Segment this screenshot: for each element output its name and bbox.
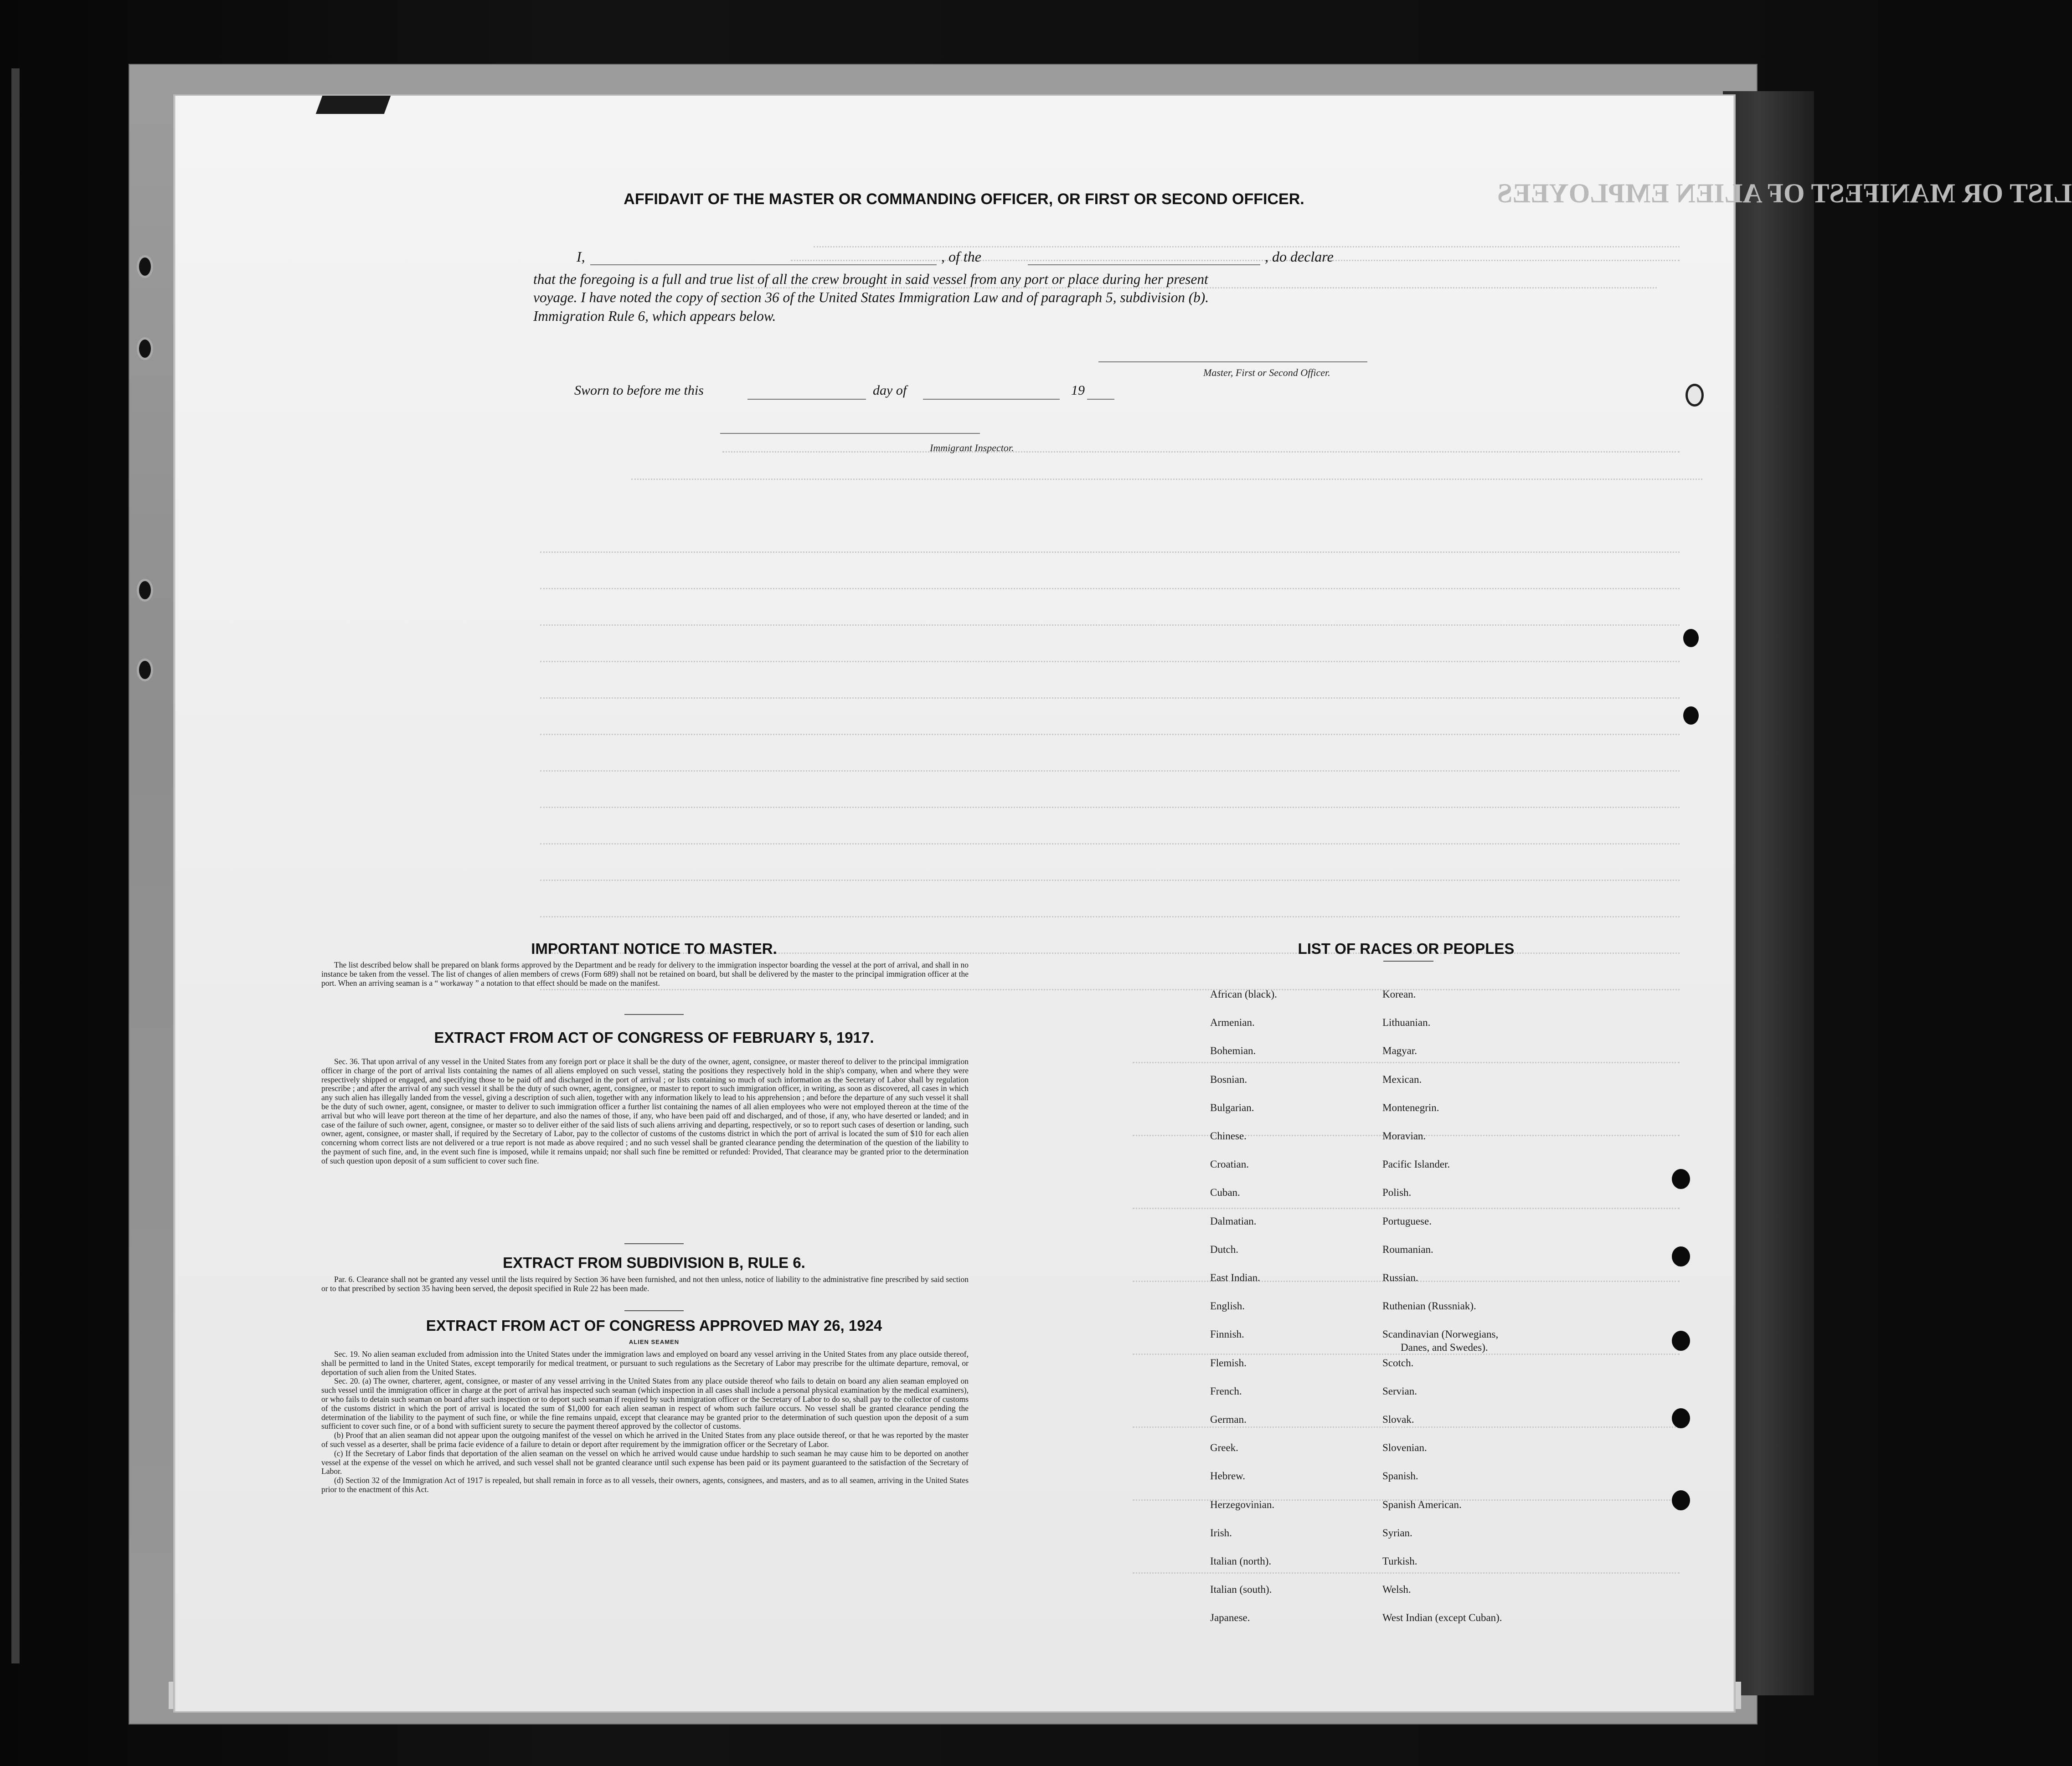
- race-item: German.: [1210, 1414, 1247, 1425]
- race-item: Servian.: [1382, 1385, 1417, 1397]
- affidavit-line2: that the foregoing is a full and true list of all the crew brought in said vessel from any port or place during her present: [533, 271, 1208, 287]
- binder-ring-mark: [137, 579, 153, 602]
- race-item: Italian (south).: [1210, 1584, 1272, 1596]
- rule6-body: [321, 1275, 969, 1293]
- punch-hole: [1683, 706, 1699, 725]
- adjacent-page-edge: [11, 68, 20, 1663]
- sworn-month-blank: [923, 399, 1060, 400]
- race-item: Russian.: [1382, 1272, 1418, 1283]
- race-item: Magyar.: [1382, 1045, 1417, 1057]
- sworn-year-blank: [1087, 399, 1114, 400]
- race-item: Portuguese.: [1382, 1215, 1432, 1227]
- race-item: Spanish.: [1382, 1470, 1418, 1482]
- affidavit-line1-declare: , do declare: [1265, 248, 1334, 265]
- signature-caption: Master, First or Second Officer.: [1203, 367, 1330, 378]
- race-item: Italian (north).: [1210, 1555, 1272, 1567]
- race-item: Croatian.: [1210, 1158, 1249, 1170]
- race-item: Polish.: [1382, 1187, 1412, 1199]
- signature-blank: [1098, 361, 1367, 362]
- race-item: Montenegrin.: [1382, 1102, 1439, 1113]
- race-item: Turkish.: [1382, 1555, 1417, 1567]
- punch-hole: [1672, 1246, 1690, 1267]
- race-item: Irish.: [1210, 1527, 1232, 1539]
- inspector-caption: Immigrant Inspector.: [930, 442, 1014, 453]
- race-item: Ruthenian (Russniak).: [1382, 1300, 1476, 1312]
- race-item: English.: [1210, 1300, 1245, 1312]
- sec19-paragraph: Sec. 19. No alien seaman excluded from admission into the United States under the immigration laws and employed on board any vessel arriving in the United States from any place outside thereof, shall be permitted to land in the United States, except temporarily for medical treatment, or pursuant to such regulations as the Secretary of Labor may prescribe for the ultimate departure, removal, or deportation of such alien from the United States.: [321, 1349, 969, 1377]
- races-divider: [1383, 961, 1433, 962]
- rule6-title: EXTRACT FROM SUBDIVISION B, RULE 6.: [503, 1254, 805, 1271]
- race-item: Bosnian.: [1210, 1073, 1247, 1085]
- race-item: Cuban.: [1210, 1187, 1240, 1199]
- race-item: Herzegovinian.: [1210, 1498, 1275, 1510]
- race-item: Roumanian.: [1382, 1243, 1433, 1255]
- document-page: LIST OR MANIFEST OF ALIEN EMPLOYEES AFFIDAVIT OF THE MASTER OR COMMANDING OFFICER, OR FIRST OR SECOND OFFICER. I, , of the , do declare that the foregoing is a full and true list of all the crew brought in said vessel from any port or place during her present voyage. I have noted the copy of section 36 of the United States Immigration Law and of paragraph 5, subdivision (b). Immigration Rule 6, which appears below. Master, First or Second Officer. Sworn to before me this day of 19 Immigrant Inspector. IMPORTANT NOTICE TO MASTER. The list described below shall be prepared on blank forms approved by the Department and be ready for delivery to the immigration inspector boarding the vessel at the port of arrival, and shall in no instance be taken from the vessel. The list of changes of alien members of crews (Form 689) shall not be retained on board, but shall be delivered by the master to the principal immigration officer at the port. When an arriving seaman is a “ workaway ” a notation to that effect should be made on the manifest. EXTRACT FROM ACT OF CONGRESS OF FEBRUARY 5, 1917. Sec. 36. That upon arrival of any vessel in the United States from any foreign port or place it shall be the duty of the owner, agent, consignee, or master thereof to deliver to the principal immigration officer in charge of the port of arrival lists containing the names of all aliens employed on such vessel, stating the positions they respectively hold in the ship's company, when and where they were respectively shipped or engaged, and specifying those to be paid off and discharged in the port of arrival ; or lists containing so much of such information as the Secretary of Labor shall by regulation prescribe ; and after the arrival of any such vessel it shall be the duty of such owner, agent, consignee, or master to report to such immigration officer, in writing, as soon as discovered, all cases in which any such alien has illegally landed from the vessel, giving a description of such alien, together with any information likely to lead to his apprehension ; and before the departure of any such vessel it shall be the duty of such owner, agent, consignee, or master to deliver to such immigration officer a further list containing the names of all alien employees who were not employed thereon at the time of the arrival but who will leave port thereon at the time of her departure, and also the names of those, if any, who have been paid off and discharged, and of those, if any, who have deserted or landed; and in case of the failure of such owner, agent, consignee, or master so to deliver either of the said lists of such aliens arriving and departing, respectively, or so to report such cases of desertion or landing, such owner, agent, consignee, or master shall, if required by the Secretary of Labor, pay to the collector of customs of the customs district in which the port of arrival is located the sum of $10 for each alien concerning whom correct lists are not delivered or a true report is not made as above required ; and no such vessel shall be granted clearance pending the determination of the question of the liability to the payment of such fine, and, in the event such fine is imposed, while it remains unpaid; nor shall such fine be remitted or refunded: Provided, That clearance may be granted prior to the determination of such question upon deposit of a sum sufficient to cover such fine. EXTRACT FROM SUBDIVISION B, RULE 6. Par. 6. Clearance shall not be granted any vessel until the lists required by Section 36 have been furnished, and not then unless, notice of liability to the administrative fine prescribed by said section or to that prescribed by section 35 having been served, the deposit specified in Rule 22 has been made. EXTRACT FROM ACT OF CONGRESS APPROVED MAY 26, 1924 ALIEN SEAMEN Sec. 19. No alien seaman excluded from admission into the United States under the immigration laws and employed on board any vessel arriving in the United States from any place outside thereof, shall be permitted to land in the United States, except temporarily for medical treatment, or pursuant to such regulations as the Secretary of Labor may prescribe for the ultimate departure, removal, or deportation of such alien from the United States. Sec. 20. (a) The owner, charterer, agent, consignee, or master of any vessel arriving in the United States from any place outside thereof who fails to detain on board any alien seaman employed on such vessel until the immigration officer in charge at the port of arrival has inspected such seaman (which inspection in all cases shall include a personal physical examination by the medical examiners), or who fails to detain such seaman on board after such inspection or to deport such seaman if required by such immigration officer or the Secretary of Labor to do so, shall pay to the collector of customs of the customs district in which the port of arrival is located the sum of $1,000 for each alien seaman in respect of whom such failure occurs. No vessel shall be granted clearance pending the determination of the liability to the payment of such fine, or while the fine remains unpaid, except that clearance may be granted prior to the determination of such question upon the deposit of a sum sufficient to cover such fine, or of a bond with sufficient surety to secure the payment thereof approved by the collector of customs. (b) Proof that an alien seaman did not appear upon the outgoing manifest of the vessel on which he arrived in the United States from any place outside thereof, or that he was reported by the master of such vessel as a deserter, shall be prima facie evidence of a failure to detain or deport after requirement by the immigration officer or the Secretary of Labor. (c) If the Secretary of Labor finds that deportation of the alien seaman on the vessel on which he arrived would cause undue hardship to such seaman he may cause him to be deported on another vessel at the expense of the vessel on which he arrived, and such vessel shall not be granted clearance until such expense has been paid or its payment guaranteed to the satisfaction of the Secretary of Labor. (d) Section 32 of the Immigration Act of 1917 is repealed, but shall remain in force as to all vessels, their owners, agents, consignees, and masters, and as to all seamen, arriving in the United States prior to the enactment of this Act. LIST OF RACES OR PEOPLES African (black). Armenian. Bohemian. Bosnian. Bulgarian. Chinese. Croatian. Cuban. Dalmatian. Dutch. East Indian. English. Finnish. Flemish. French. German. Greek. Hebrew. Herzegovinian. Irish. Italian (north). Italian (south). Japanese. Korean. Lithuanian. Magyar. Mexican. Montenegrin. Moravian. Pacific Islander. Polish. Portuguese. Roumanian. Russian. Ruthenian (Russniak). Scandinavian (Norwegians, Danes, and Swedes). Scotch. Servian. Slovak. Slovenian. Spanish. Spanish American. Syrian. Turkish. Welsh. West Indian (except Cuban).: [175, 96, 1734, 1711]
- extract1924-title: EXTRACT FROM ACT OF CONGRESS APPROVED MAY 26, 1924: [426, 1317, 882, 1334]
- race-item: Flemish.: [1210, 1357, 1247, 1369]
- race-item: Bohemian.: [1210, 1045, 1256, 1057]
- punch-hole: [1672, 1331, 1690, 1351]
- race-item: Hebrew.: [1210, 1470, 1246, 1482]
- binder-ring-mark: [137, 255, 153, 278]
- punch-hole: [1672, 1169, 1690, 1189]
- race-item: French.: [1210, 1385, 1242, 1397]
- inspector-blank: [720, 433, 980, 434]
- punch-hole: [1672, 1408, 1690, 1428]
- affidavit-line3: voyage. I have noted the copy of section 36 of the United States Immigration Law and of paragraph 5, subdivision (b).: [533, 289, 1209, 305]
- race-item: Scotch.: [1382, 1357, 1414, 1369]
- race-item: Finnish.: [1210, 1328, 1244, 1340]
- backing-sheet-shadow: [1723, 91, 1814, 1695]
- divider-1: [624, 1014, 684, 1015]
- affidavit-line1-of: , of the: [941, 248, 981, 265]
- sworn-year: 19: [1071, 383, 1085, 398]
- notice-body: [321, 961, 969, 988]
- race-item: Scandinavian (Norwegians,: [1382, 1328, 1499, 1340]
- sworn-text: Sworn to before me this: [574, 383, 704, 398]
- race-item: Mexican.: [1382, 1073, 1422, 1085]
- alien-seamen-subtitle: ALIEN SEAMEN: [629, 1339, 680, 1345]
- sec20b-paragraph: (b) Proof that an alien seaman did not appear upon the outgoing manifest of the vessel on which he arrived in the United States from any place outside thereof, or that he was reported by the master of such vessel as a deserter, shall be prima facie evidence of a failure to detain or deport after requirement by the immigration officer or the Secretary of Labor.: [321, 1431, 969, 1449]
- divider-3: [624, 1310, 684, 1311]
- affidavit-name-blank: [590, 264, 937, 265]
- affidavit-vessel-blank: [1028, 264, 1260, 265]
- race-item: Korean.: [1382, 989, 1416, 1000]
- sworn-day-blank: [747, 399, 866, 400]
- notice-paragraph: The list described below shall be prepared on blank forms approved by the Department and be ready for delivery to the immigration inspector boarding the vessel at the port of arrival, and shall in no instance be taken from the vessel. The list of changes of alien members of crews (Form 689) shall not be retained on board, but shall be delivered by the master to the principal immigration officer at the port. When an arriving seaman is a “ workaway ” a notation to that effect should be made on the manifest.: [321, 960, 969, 988]
- divider-2: [624, 1243, 684, 1244]
- binder-ring-mark: [1685, 384, 1704, 407]
- affidavit-line1-i: I,: [577, 248, 585, 265]
- sec20d-paragraph: (d) Section 32 of the Immigration Act of 1917 is repealed, but shall remain in force as to all vessels, their owners, agents, consignees, and masters, and as to all seamen, arriving in the United States prior to the enactment of this Act.: [321, 1476, 969, 1494]
- race-item: Greek.: [1210, 1442, 1238, 1454]
- par6-paragraph: Par. 6. Clearance shall not be granted any vessel until the lists required by Section 36 have been furnished, and not then unless, notice of liability to the administrative fine prescribed by said section or to that prescribed by section 35 having been served, the deposit specified in Rule 22 has been made.: [321, 1275, 969, 1293]
- race-item: African (black).: [1210, 989, 1277, 1000]
- affidavit-line4: Immigration Rule 6, which appears below.: [533, 308, 776, 324]
- extract1917-body: [321, 1057, 969, 1166]
- race-item: Danes, and Swedes).: [1401, 1342, 1488, 1354]
- race-item: Armenian.: [1210, 1017, 1255, 1029]
- race-item: Dalmatian.: [1210, 1215, 1257, 1227]
- punch-hole: [1683, 629, 1699, 647]
- binder-ring-mark: [137, 337, 153, 360]
- paper-clip-mark: [316, 96, 391, 114]
- extract1917-title: EXTRACT FROM ACT OF CONGRESS OF FEBRUARY 5, 1917.: [434, 1029, 874, 1046]
- race-item: Chinese.: [1210, 1130, 1247, 1142]
- sworn-day-of: day of: [873, 383, 907, 398]
- race-item: Welsh.: [1382, 1584, 1411, 1596]
- notice-title: IMPORTANT NOTICE TO MASTER.: [531, 940, 777, 957]
- race-item: Syrian.: [1382, 1527, 1412, 1539]
- sec20a-paragraph: Sec. 20. (a) The owner, charterer, agent, consignee, or master of any vessel arriving in the United States from any place outside thereof who fails to detain on board any alien seaman employed on such vessel until the immigration officer in charge at the port of arrival has inspected such seaman (which inspection in all cases shall include a personal physical examination by the medical examiners), or who fails to detain such seaman on board after such inspection or to deport such seaman if required by such immigration officer or the Secretary of Labor to do so, shall pay to the collector of customs of the customs district in which the port of arrival is located the sum of $1,000 for each alien seaman in respect of whom such failure occurs. No vessel shall be granted clearance pending the determination of the liability to the payment of such fine, or while the fine remains unpaid, except that clearance may be granted prior to the determination of such question upon the deposit of a sum sufficient to cover such fine, or of a bond with sufficient surety to secure the payment thereof approved by the collector of customs.: [321, 1376, 969, 1431]
- race-item: Slovak.: [1382, 1414, 1414, 1425]
- race-item: West Indian (except Cuban).: [1382, 1612, 1502, 1624]
- race-item: Lithuanian.: [1382, 1017, 1431, 1029]
- sec20c-paragraph: (c) If the Secretary of Labor finds that deportation of the alien seaman on the vessel on which he arrived would cause undue hardship to such seaman he may cause him to be deported on another vessel at the expense of the vessel on which he arrived, and such vessel shall not be granted clearance until such expense has been paid or its payment guaranteed to the satisfaction of the Secretary of Labor.: [321, 1448, 969, 1476]
- punch-hole: [1672, 1490, 1690, 1510]
- race-item: Moravian.: [1382, 1130, 1426, 1142]
- race-item: Pacific Islander.: [1382, 1158, 1450, 1170]
- race-item: Slovenian.: [1382, 1442, 1427, 1454]
- race-item: East Indian.: [1210, 1272, 1260, 1283]
- races-title: LIST OF RACES OR PEOPLES: [1298, 940, 1515, 957]
- affidavit-title: AFFIDAVIT OF THE MASTER OR COMMANDING OFFICER, OR FIRST OR SECOND OFFICER.: [624, 191, 1304, 208]
- sec36-paragraph: Sec. 36. That upon arrival of any vessel in the United States from any foreign port or place it shall be the duty of the owner, agent, consignee, or master thereof to deliver to the principal immigration officer in charge of the port of arrival lists containing the names of all aliens employed on such vessel, stating the positions they respectively hold in the ship's company, when and where they were respectively shipped or engaged, and specifying those to be paid off and discharged in the port of arrival ; or lists containing so much of such information as the Secretary of Labor shall by regulation prescribe ; and after the arrival of any such vessel it shall be the duty of such owner, agent, consignee, or master to report to such immigration officer, in writing, as soon as discovered, all cases in which any such alien has illegally landed from the vessel, giving a description of such alien, together with any information likely to lead to his apprehension ; and before the departure of any such vessel it shall be the duty of such owner, agent, consignee, or master to deliver to such immigration officer a further list containing the names of all alien employees who were not employed thereon at the time of the arrival but who will leave port thereon at the time of her departure, and also the names of those, if any, who have been paid off and discharged, and of those, if any, who have deserted or landed; and in case of the failure of such owner, agent, consignee, or master so to deliver either of the said lists of such aliens arriving and departing, respectively, or so to report such cases of desertion or landing, such owner, agent, consignee, or master shall, if required by the Secretary of Labor, pay to the collector of customs of the customs district in which the port of arrival is located the sum of $10 for each alien concerning whom correct lists are not delivered or a true report is not made as above required ; and no such vessel shall be granted clearance pending the determination of the question of the liability to the payment of such fine, and, in the event such fine is imposed, while it remains unpaid; nor shall such fine be remitted or refunded: Provided, That clearance may be granted prior to the determination of such question upon deposit of a sum sufficient to cover such fine.: [321, 1057, 969, 1165]
- race-item: Dutch.: [1210, 1243, 1238, 1255]
- race-item: Bulgarian.: [1210, 1102, 1254, 1113]
- extract1924-body: [321, 1350, 969, 1494]
- race-item: Japanese.: [1210, 1612, 1250, 1624]
- binder-ring-mark: [137, 659, 153, 681]
- race-item: Spanish American.: [1382, 1498, 1462, 1510]
